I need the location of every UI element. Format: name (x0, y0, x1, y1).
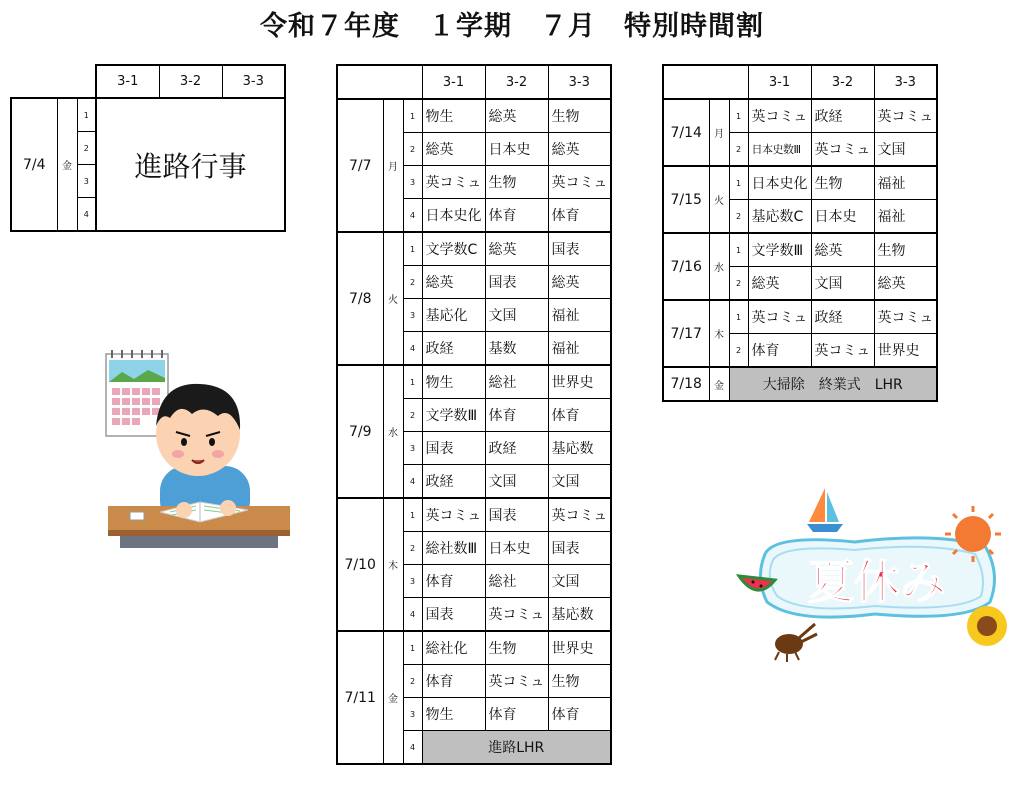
sunflower-icon (967, 606, 1007, 646)
class-header: 3-3 (222, 65, 285, 98)
subject-cell: 日本史数Ⅲ (748, 133, 811, 167)
day-cell: 火 (709, 166, 729, 233)
sailboat-icon (807, 488, 843, 532)
subject-cell: 英コミュ (485, 598, 548, 632)
period-cell: 1 (403, 365, 422, 399)
studying-boy-illustration (100, 346, 290, 566)
subject-cell: 総英 (485, 232, 548, 266)
subject-cell: 日本史化 (748, 166, 811, 200)
subject-cell: 総英 (874, 267, 937, 301)
subject-cell: 基数 (485, 332, 548, 366)
period-cell: 1 (403, 99, 422, 133)
class-header: 3-1 (422, 65, 485, 99)
subject-cell: 英コミュ (811, 133, 874, 167)
period-cell: 1 (729, 300, 748, 334)
closing-events-cell: 大掃除 終業式 LHR (729, 367, 937, 401)
subject-cell: 総社 (485, 565, 548, 598)
period-cell: 2 (729, 267, 748, 301)
table-row (663, 99, 937, 133)
period-cell: 4 (403, 731, 422, 765)
day-cell: 月 (383, 99, 403, 232)
day-cell: 月 (709, 99, 729, 166)
subject-cell: 福祉 (874, 166, 937, 200)
subject-cell: 英コミュ (485, 665, 548, 698)
period-cell: 3 (77, 165, 96, 198)
subject-cell: 生物 (485, 166, 548, 199)
subject-cell: 生物 (485, 631, 548, 665)
subject-cell: 英コミュ (548, 498, 611, 532)
period-cell: 1 (403, 232, 422, 266)
date-cell: 7/4 (11, 98, 57, 231)
subject-cell: 文学数Ⅲ (748, 233, 811, 267)
subject-cell: 英コミュ (874, 300, 937, 334)
period-cell: 2 (403, 665, 422, 698)
table-row (337, 365, 611, 399)
subject-cell: 総社化 (422, 631, 485, 665)
subject-cell: 英コミュ (422, 166, 485, 199)
subject-cell: 世界史 (548, 365, 611, 399)
date-cell: 7/16 (663, 233, 709, 300)
subject-cell: 生物 (811, 166, 874, 200)
subject-cell: 政経 (422, 332, 485, 366)
period-cell: 4 (403, 598, 422, 632)
subject-cell: 文国 (485, 465, 548, 499)
subject-cell: 政経 (422, 465, 485, 499)
page-title: 令和７年度 １学期 ７月 特別時間割 (260, 11, 764, 42)
subject-cell: 日本史 (811, 200, 874, 234)
subject-cell: 基応数C (748, 200, 811, 234)
subject-cell: 体育 (422, 665, 485, 698)
day-cell: 木 (709, 300, 729, 367)
table-row (663, 300, 937, 334)
period-cell: 2 (403, 266, 422, 299)
day-cell: 水 (709, 233, 729, 300)
subject-cell: 体育 (485, 698, 548, 731)
period-cell: 1 (729, 99, 748, 133)
period-cell: 4 (403, 465, 422, 499)
subject-cell: 文国 (485, 299, 548, 332)
table-row (663, 166, 937, 200)
subject-cell: 文国 (548, 565, 611, 598)
timetable-0704 (10, 64, 286, 232)
day-cell: 金 (57, 98, 77, 231)
day-cell: 金 (383, 631, 403, 764)
period-cell: 3 (403, 432, 422, 465)
class-header: 3-1 (96, 65, 159, 98)
period-cell: 3 (403, 698, 422, 731)
subject-cell: 体育 (422, 565, 485, 598)
table-row (663, 367, 937, 401)
subject-cell: 政経 (811, 300, 874, 334)
class-header: 3-2 (811, 65, 874, 99)
period-cell: 1 (403, 631, 422, 665)
subject-cell: 国表 (485, 498, 548, 532)
subject-cell: 国表 (422, 598, 485, 632)
period-cell: 1 (729, 166, 748, 200)
subject-cell: 福祉 (548, 299, 611, 332)
subject-cell: 福祉 (874, 200, 937, 234)
timetable-week2 (662, 64, 938, 402)
subject-cell: 文学数C (422, 232, 485, 266)
class-header: 3-3 (874, 65, 937, 99)
date-cell: 7/9 (337, 365, 383, 498)
subject-cell: 英コミュ (422, 498, 485, 532)
summer-vacation-illustration (735, 484, 1010, 669)
class-header: 3-3 (548, 65, 611, 99)
subject-cell: 英コミュ (548, 166, 611, 199)
period-cell: 1 (729, 233, 748, 267)
subject-cell: 基応数 (548, 432, 611, 465)
subject-cell: 総英 (548, 133, 611, 166)
subject-cell: 基応化 (422, 299, 485, 332)
subject-cell: 文国 (548, 465, 611, 499)
subject-cell: 総英 (485, 99, 548, 133)
subject-cell: 総英 (748, 267, 811, 301)
subject-cell: 物生 (422, 365, 485, 399)
subject-cell: 総英 (422, 133, 485, 166)
class-header: 3-2 (159, 65, 222, 98)
period-cell: 2 (729, 334, 748, 368)
day-cell: 火 (383, 232, 403, 365)
period-cell: 2 (403, 532, 422, 565)
subject-cell: 世界史 (874, 334, 937, 368)
corner-blank (337, 65, 422, 99)
date-cell: 7/18 (663, 367, 709, 401)
date-cell: 7/15 (663, 166, 709, 233)
subject-cell: 国表 (422, 432, 485, 465)
event-cell: 進路行事 (96, 98, 285, 231)
subject-cell: 文国 (874, 133, 937, 167)
subject-cell: 体育 (485, 199, 548, 233)
subject-cell: 英コミュ (874, 99, 937, 133)
period-cell: 2 (403, 399, 422, 432)
table-row (337, 498, 611, 532)
subject-cell: 総英 (548, 266, 611, 299)
table-row (663, 233, 937, 267)
lhr-cell: 進路LHR (422, 731, 611, 765)
subject-cell: 体育 (485, 399, 548, 432)
subject-cell: 政経 (485, 432, 548, 465)
subject-cell: 体育 (748, 334, 811, 368)
subject-cell: 物生 (422, 99, 485, 133)
period-cell: 3 (403, 166, 422, 199)
subject-cell: 生物 (548, 665, 611, 698)
corner-blank (663, 65, 748, 99)
subject-cell: 総社 (485, 365, 548, 399)
subject-cell: 英コミュ (811, 334, 874, 368)
period-cell: 4 (77, 198, 96, 232)
subject-cell: 体育 (548, 199, 611, 233)
period-cell: 1 (77, 98, 96, 132)
subject-cell: 基応数 (548, 598, 611, 632)
summer-text: 夏休み (808, 555, 946, 609)
table-row (337, 232, 611, 266)
class-header: 3-1 (748, 65, 811, 99)
class-header: 3-2 (485, 65, 548, 99)
table-row (337, 99, 611, 133)
subject-cell: 総社数Ⅲ (422, 532, 485, 565)
subject-cell: 福祉 (548, 332, 611, 366)
period-cell: 4 (403, 332, 422, 366)
subject-cell: 総英 (811, 233, 874, 267)
subject-cell: 英コミュ (748, 300, 811, 334)
period-cell: 1 (403, 498, 422, 532)
day-cell: 金 (709, 367, 729, 401)
subject-cell: 生物 (874, 233, 937, 267)
date-cell: 7/17 (663, 300, 709, 367)
subject-cell: 日本史 (485, 133, 548, 166)
subject-cell: 体育 (548, 399, 611, 432)
date-cell: 7/7 (337, 99, 383, 232)
subject-cell: 世界史 (548, 631, 611, 665)
timetable-week1 (336, 64, 612, 765)
subject-cell: 日本史化 (422, 199, 485, 233)
period-cell: 2 (729, 133, 748, 167)
subject-cell: 国表 (548, 532, 611, 565)
subject-cell: 総英 (422, 266, 485, 299)
subject-cell: 文学数Ⅲ (422, 399, 485, 432)
subject-cell: 英コミュ (748, 99, 811, 133)
beetle-icon (775, 624, 817, 662)
subject-cell: 体育 (548, 698, 611, 731)
period-cell: 3 (403, 565, 422, 598)
date-cell: 7/8 (337, 232, 383, 365)
day-cell: 木 (383, 498, 403, 631)
subject-cell: 政経 (811, 99, 874, 133)
subject-cell: 生物 (548, 99, 611, 133)
date-cell: 7/14 (663, 99, 709, 166)
subject-cell: 日本史 (485, 532, 548, 565)
subject-cell: 国表 (485, 266, 548, 299)
date-cell: 7/10 (337, 498, 383, 631)
subject-cell: 物生 (422, 698, 485, 731)
subject-cell: 文国 (811, 267, 874, 301)
day-cell: 水 (383, 365, 403, 498)
period-cell: 2 (77, 132, 96, 165)
period-cell: 2 (403, 133, 422, 166)
table-row (337, 631, 611, 665)
date-cell: 7/11 (337, 631, 383, 764)
period-cell: 2 (729, 200, 748, 234)
subject-cell: 国表 (548, 232, 611, 266)
period-cell: 4 (403, 199, 422, 233)
period-cell: 3 (403, 299, 422, 332)
